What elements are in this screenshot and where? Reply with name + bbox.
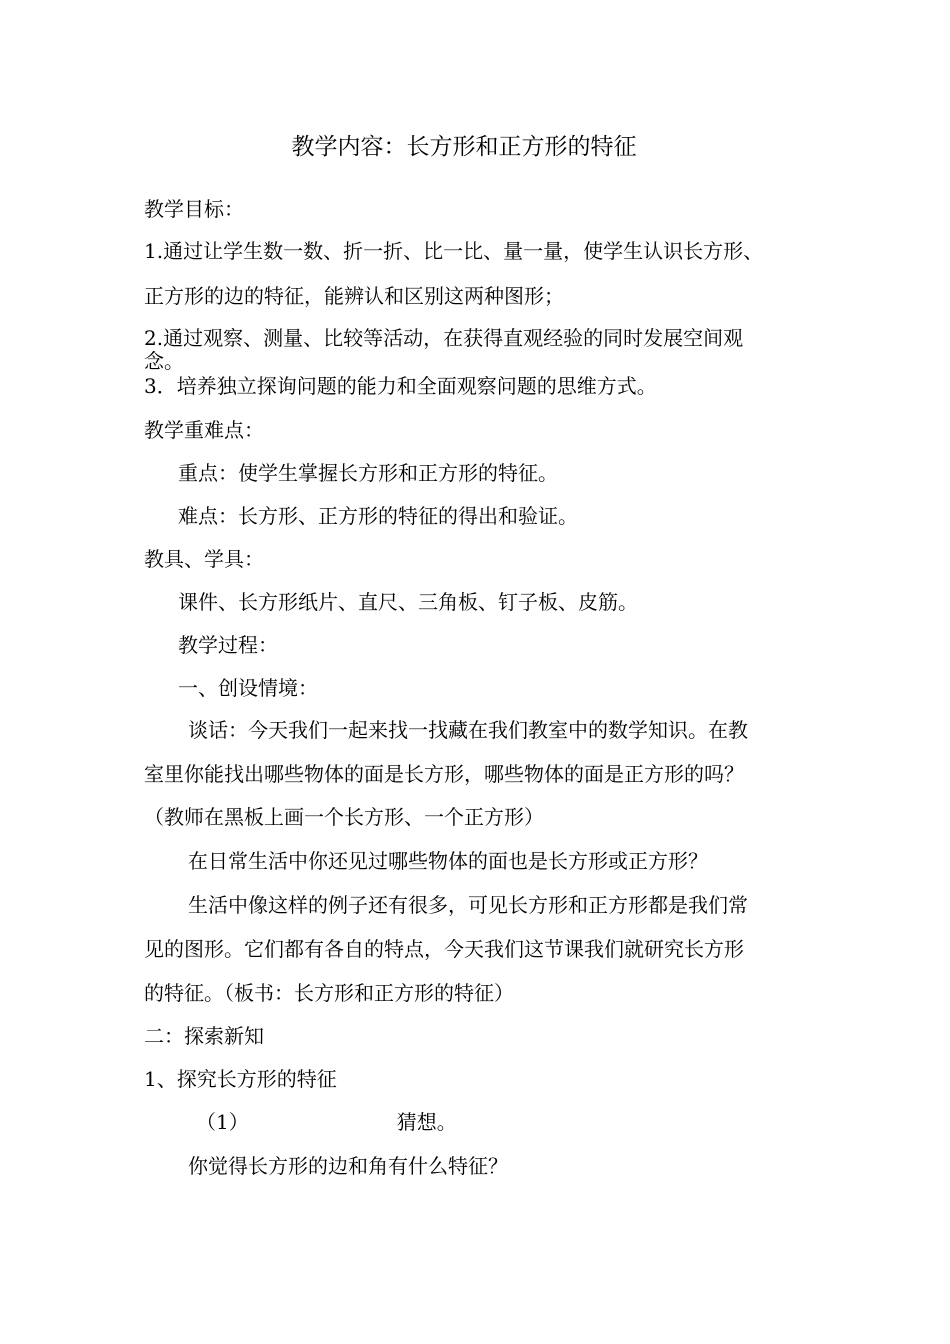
key-point: 重点：使学生掌握长方形和正方形的特征。 [178, 461, 558, 485]
objective-1-line-1: 1.通过让学生数一数、折一折、比一比、量一量，使学生认识长方形、 [144, 239, 764, 263]
step-number: （1） [196, 1110, 249, 1134]
page-title: 教学内容：长方形和正方形的特征 [291, 134, 637, 160]
talk-line-2: 室里你能找出哪些物体的面是长方形，哪些物体的面是正方形的吗？ [144, 762, 744, 786]
objective-2-line-1: 2.通过观察、测量、比较等活动，在获得直观经验的同时发展空间观 [144, 326, 744, 350]
question-line: 在日常生活中你还见过哪些物体的面也是长方形或正方形？ [188, 849, 708, 873]
summary-line-1: 生活中像这样的例子还有很多，可见长方形和正方形都是我们常 [188, 893, 748, 917]
difficulty-point: 难点：长方形、正方形的特征的得出和验证。 [178, 504, 578, 528]
objective-1-line-2: 正方形的边的特征，能辨认和区别这两种图形； [144, 284, 564, 308]
step-line [196, 1111, 457, 1133]
tools-list: 课件、长方形纸片、直尺、三角板、钉子板、皮筋。 [178, 590, 638, 614]
step-question: 你觉得长方形的边和角有什么特征？ [188, 1154, 508, 1178]
subsection-1-heading: 1、探究长方形的特征 [144, 1067, 337, 1091]
talk-line-3: （教师在黑板上画一个长方形、一个正方形） [144, 805, 544, 829]
objective-3: 3．培养独立探询问题的能力和全面观察问题的思维方式。 [144, 374, 657, 398]
section-2-heading: 二：探索新知 [144, 1024, 264, 1048]
section-1-heading: 一、创设情境： [178, 676, 318, 700]
process-heading: 教学过程： [178, 633, 278, 657]
tools-heading: 教具、学具： [144, 547, 264, 571]
step-label: 猜想。 [396, 1110, 457, 1134]
talk-line-1: 谈话：今天我们一起来找一找藏在我们教室中的数学知识。在教 [188, 718, 748, 742]
summary-line-3: 的特征。（板书：长方形和正方形的特征） [144, 981, 514, 1005]
objectives-heading: 教学目标： [144, 197, 244, 221]
objective-2-line-2: 念。 [144, 349, 184, 373]
key-points-heading: 教学重难点： [144, 418, 264, 442]
summary-line-2: 见的图形。它们都有各自的特点，今天我们这节课我们就研究长方形 [144, 937, 744, 961]
